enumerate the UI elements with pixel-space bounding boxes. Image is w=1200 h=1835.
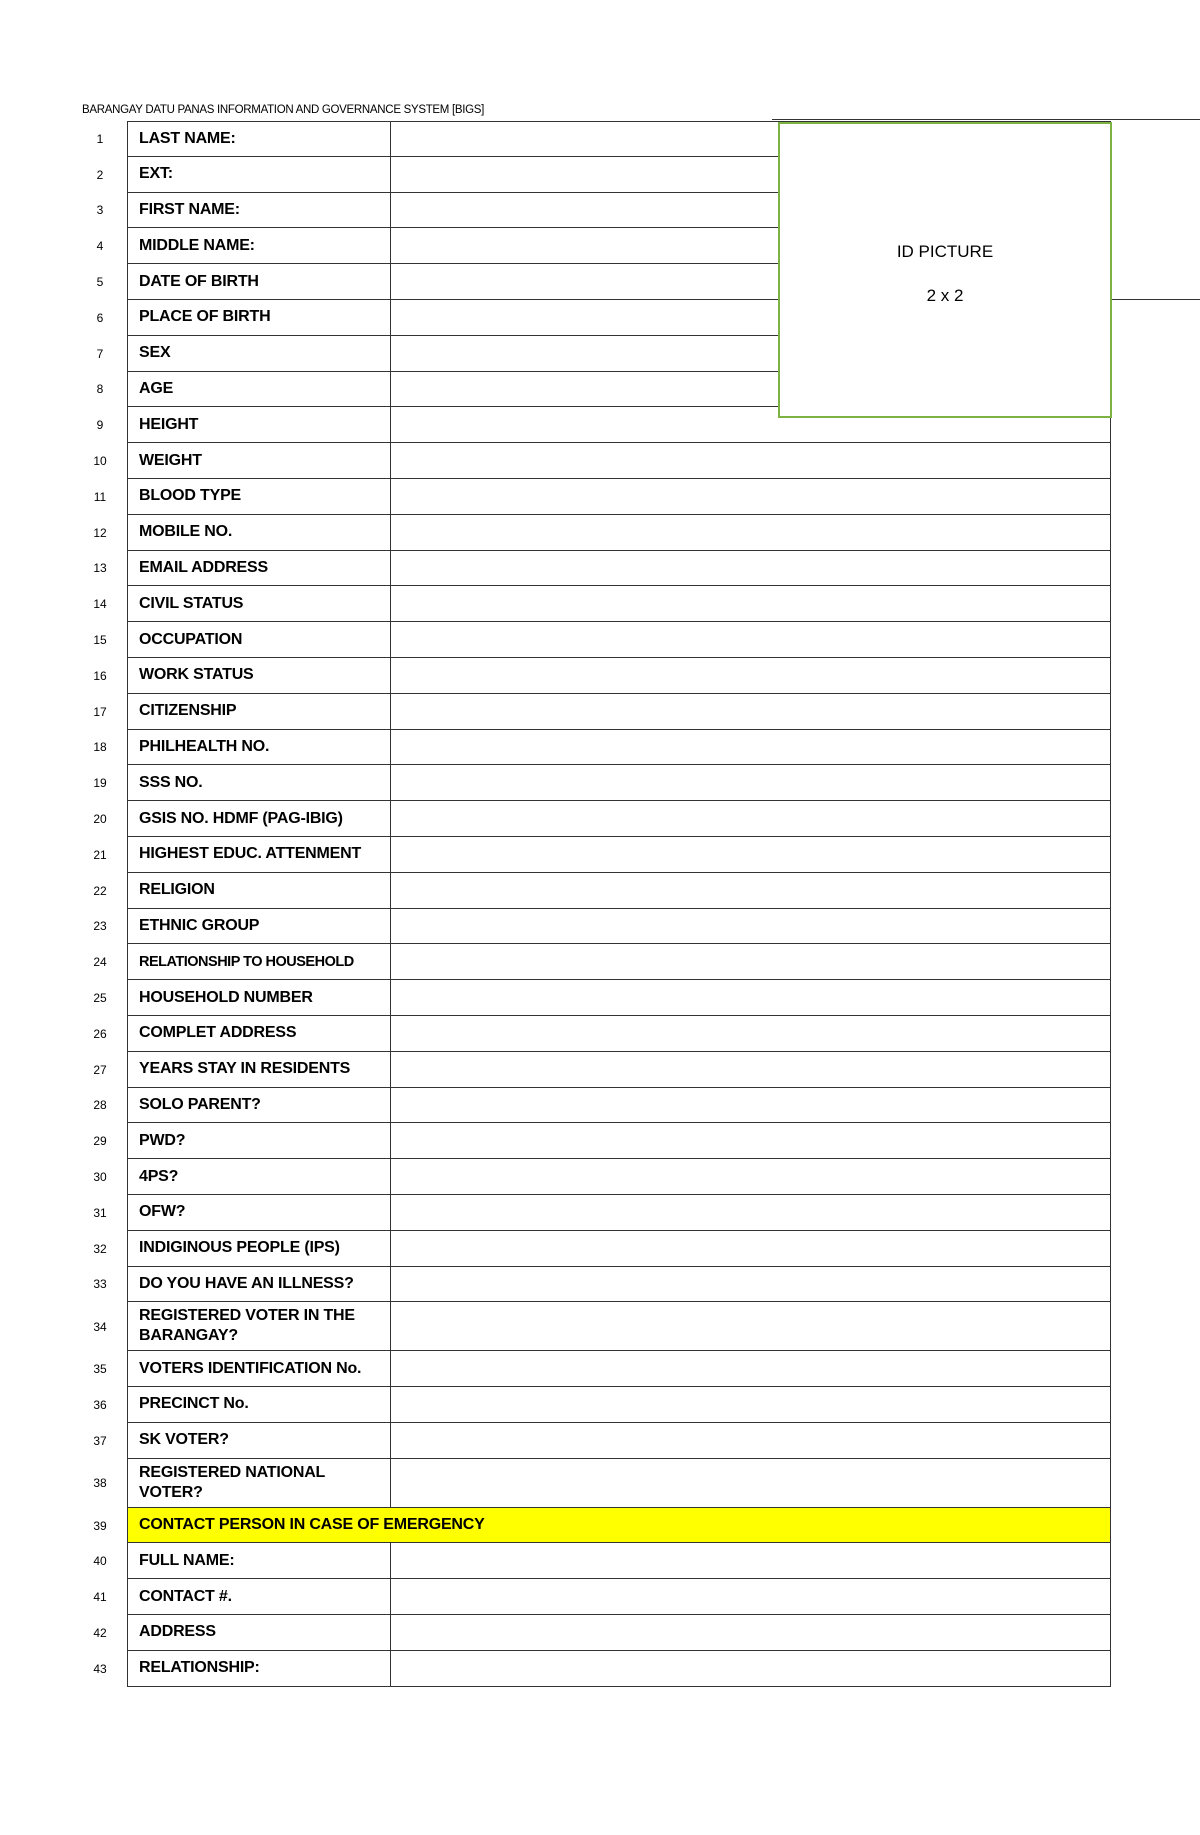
- row-number: 4: [96, 239, 104, 254]
- field-label: COMPLET ADDRESS: [127, 1016, 391, 1052]
- form-row: [0, 1423, 1200, 1459]
- field-value-cell[interactable]: [391, 658, 1111, 694]
- field-label: YEARS STAY IN RESIDENTS: [127, 1052, 391, 1088]
- field-value-cell[interactable]: [391, 1231, 1111, 1267]
- field-label: INDIGINOUS PEOPLE (IPS): [127, 1231, 391, 1267]
- id-picture-box[interactable]: [778, 122, 1112, 418]
- row-number: 22: [93, 883, 107, 898]
- row-number: 40: [93, 1554, 107, 1569]
- row-number: 35: [93, 1362, 107, 1377]
- field-label: SK VOTER?: [127, 1423, 391, 1459]
- field-value-cell[interactable]: [391, 1267, 1111, 1303]
- field-value-cell[interactable]: [391, 551, 1111, 587]
- field-label: CONTACT #.: [127, 1579, 391, 1615]
- row-number: 13: [93, 561, 107, 576]
- form-row: [0, 837, 1200, 873]
- field-label: WORK STATUS: [127, 658, 391, 694]
- field-value-cell[interactable]: [391, 1302, 1111, 1351]
- form-title: BARANGAY DATU PANAS INFORMATION AND GOVERNANCE SYSTEM [BIGS]: [82, 104, 485, 116]
- row-number: 30: [93, 1170, 107, 1184]
- form-row: [0, 1651, 1200, 1687]
- row-number: 37: [93, 1433, 107, 1448]
- field-value-cell[interactable]: [391, 479, 1111, 515]
- field-value-cell[interactable]: [391, 1052, 1111, 1088]
- form-row: [0, 1387, 1200, 1423]
- field-label: HIGHEST EDUC. ATTENMENT: [127, 837, 391, 873]
- row-number: 42: [93, 1625, 107, 1640]
- field-label: BLOOD TYPE: [127, 479, 391, 515]
- field-value-cell[interactable]: [391, 1543, 1111, 1579]
- form-row: [0, 515, 1200, 551]
- field-label: SSS NO.: [127, 765, 391, 801]
- form-row: [0, 658, 1200, 694]
- row-number: 8: [96, 382, 104, 397]
- row-number: 36: [93, 1397, 107, 1412]
- field-value-cell[interactable]: [391, 1016, 1111, 1052]
- row-number: 32: [93, 1241, 107, 1256]
- field-value-cell[interactable]: [391, 873, 1111, 909]
- form-row: [0, 1302, 1200, 1351]
- row-number: 39: [93, 1518, 107, 1533]
- row-number: 1: [96, 131, 104, 146]
- field-value-cell[interactable]: [391, 1159, 1111, 1195]
- field-label: WEIGHT: [127, 443, 391, 479]
- field-label: HEIGHT: [127, 407, 391, 443]
- row-number: 43: [93, 1661, 107, 1676]
- row-number: 5: [96, 275, 104, 290]
- field-label: REGISTERED NATIONAL VOTER?: [127, 1459, 391, 1508]
- form-row: [0, 1088, 1200, 1124]
- row-number: 14: [93, 597, 107, 612]
- field-label: REGISTERED VOTER IN THE BARANGAY?: [127, 1302, 391, 1351]
- form-row: [0, 1459, 1200, 1508]
- field-value-cell[interactable]: [391, 694, 1111, 730]
- form-row: [0, 586, 1200, 622]
- field-label: RELIGION: [127, 873, 391, 909]
- field-label: VOTERS IDENTIFICATION No.: [127, 1351, 391, 1387]
- field-label: PLACE OF BIRTH: [127, 300, 391, 336]
- row-number: 6: [96, 310, 104, 325]
- id-picture-size: 2 x 2: [926, 286, 964, 305]
- form-row: [0, 801, 1200, 837]
- form-row: [0, 1579, 1200, 1615]
- field-value-cell[interactable]: [391, 1123, 1111, 1159]
- form-row: [0, 551, 1200, 587]
- field-label: PRECINCT No.: [127, 1387, 391, 1423]
- row-number: 27: [93, 1062, 107, 1077]
- field-label: PHILHEALTH NO.: [127, 730, 391, 766]
- row-number: 41: [93, 1590, 107, 1605]
- field-label: GSIS NO. HDMF (PAG-IBIG): [127, 801, 391, 837]
- field-label: ADDRESS: [127, 1615, 391, 1651]
- field-value-cell[interactable]: [391, 1615, 1111, 1651]
- field-value-cell[interactable]: [391, 1423, 1111, 1459]
- form-row: [0, 1351, 1200, 1387]
- field-value-cell[interactable]: [391, 801, 1111, 837]
- field-label: PWD?: [127, 1123, 391, 1159]
- form-row: [0, 1195, 1200, 1231]
- field-label: DATE OF BIRTH: [127, 264, 391, 300]
- row-number: 28: [93, 1098, 107, 1113]
- field-label: CIVIL STATUS: [127, 586, 391, 622]
- row-number: 21: [93, 847, 107, 862]
- field-label: CITIZENSHIP: [127, 694, 391, 730]
- field-value-cell[interactable]: [391, 909, 1111, 945]
- emergency-contact-heading: CONTACT PERSON IN CASE OF EMERGENCY: [127, 1508, 1111, 1544]
- field-value-cell[interactable]: [391, 1651, 1111, 1687]
- form-row: [0, 1267, 1200, 1303]
- form-row: [0, 1543, 1200, 1579]
- form-row: [0, 1016, 1200, 1052]
- form-row: [0, 730, 1200, 766]
- field-label: RELATIONSHIP:: [127, 1651, 391, 1687]
- row-number: 10: [93, 454, 107, 469]
- row-number: 7: [96, 346, 104, 361]
- field-label: SEX: [127, 336, 391, 372]
- row-number: 24: [93, 955, 107, 970]
- field-value-cell[interactable]: [391, 1387, 1111, 1423]
- field-label: OCCUPATION: [127, 622, 391, 658]
- row-number: 3: [96, 203, 104, 218]
- field-value-cell[interactable]: [391, 837, 1111, 873]
- field-value-cell[interactable]: [391, 515, 1111, 551]
- field-label: DO YOU HAVE AN ILLNESS?: [127, 1267, 391, 1303]
- row-number: 38: [93, 1476, 107, 1491]
- row-number: 26: [93, 1026, 107, 1041]
- row-number: 20: [93, 812, 107, 827]
- field-label: EMAIL ADDRESS: [127, 551, 391, 587]
- row-number: 29: [93, 1134, 107, 1149]
- form-row: [0, 1615, 1200, 1651]
- row-number: 34: [93, 1319, 107, 1334]
- row-number: 19: [93, 776, 107, 791]
- id-picture-label: ID PICTURE: [896, 242, 994, 261]
- row-number: 12: [93, 525, 107, 540]
- row-number: 31: [93, 1205, 107, 1220]
- form-row: [0, 1123, 1200, 1159]
- row-number: 11: [93, 489, 107, 504]
- field-value-cell[interactable]: [391, 1351, 1111, 1387]
- field-value-cell[interactable]: [391, 730, 1111, 766]
- row-number: 2: [96, 167, 104, 182]
- form-row: [0, 944, 1200, 980]
- field-label: OFW?: [127, 1195, 391, 1231]
- field-value-cell[interactable]: [391, 1088, 1111, 1124]
- field-value-cell[interactable]: [391, 944, 1111, 980]
- field-label: MIDDLE NAME:: [127, 228, 391, 264]
- form-row: [0, 1508, 1200, 1544]
- row-number: 18: [93, 740, 107, 755]
- field-label: ETHNIC GROUP: [127, 909, 391, 945]
- header-divider: [772, 119, 1200, 120]
- field-label: FIRST NAME:: [127, 193, 391, 229]
- form-row: [0, 1159, 1200, 1195]
- field-value-cell[interactable]: [391, 622, 1111, 658]
- form-row: [0, 873, 1200, 909]
- field-label: MOBILE NO.: [127, 515, 391, 551]
- row-number: 15: [93, 633, 107, 648]
- form-row: [0, 443, 1200, 479]
- field-label: AGE: [127, 372, 391, 408]
- row-number: 25: [93, 991, 107, 1006]
- row-number: 17: [93, 704, 107, 719]
- row-number: 23: [93, 919, 107, 934]
- form-row: [0, 1052, 1200, 1088]
- row-number: 16: [93, 668, 107, 683]
- field-label: 4PS?: [127, 1159, 391, 1195]
- field-value-cell[interactable]: [391, 765, 1111, 801]
- form-row: [0, 622, 1200, 658]
- form-row: [0, 479, 1200, 515]
- field-label: FULL NAME:: [127, 1543, 391, 1579]
- field-value-cell[interactable]: [391, 1459, 1111, 1508]
- form-row: [0, 765, 1200, 801]
- field-label: SOLO PARENT?: [127, 1088, 391, 1124]
- row-number: 33: [93, 1277, 107, 1292]
- form-row: [0, 980, 1200, 1016]
- field-label: HOUSEHOLD NUMBER: [127, 980, 391, 1016]
- field-label: LAST NAME:: [127, 121, 391, 157]
- form-row: [0, 909, 1200, 945]
- field-label: RELATIONSHIP TO HOUSEHOLD: [127, 944, 391, 980]
- field-value-cell[interactable]: [391, 443, 1111, 479]
- field-label: EXT:: [127, 157, 391, 193]
- field-value-cell[interactable]: [391, 1195, 1111, 1231]
- row-number: 9: [96, 418, 104, 433]
- form-row: [0, 694, 1200, 730]
- form-row: [0, 1231, 1200, 1267]
- field-value-cell[interactable]: [391, 980, 1111, 1016]
- field-value-cell[interactable]: [391, 586, 1111, 622]
- field-value-cell[interactable]: [391, 1579, 1111, 1615]
